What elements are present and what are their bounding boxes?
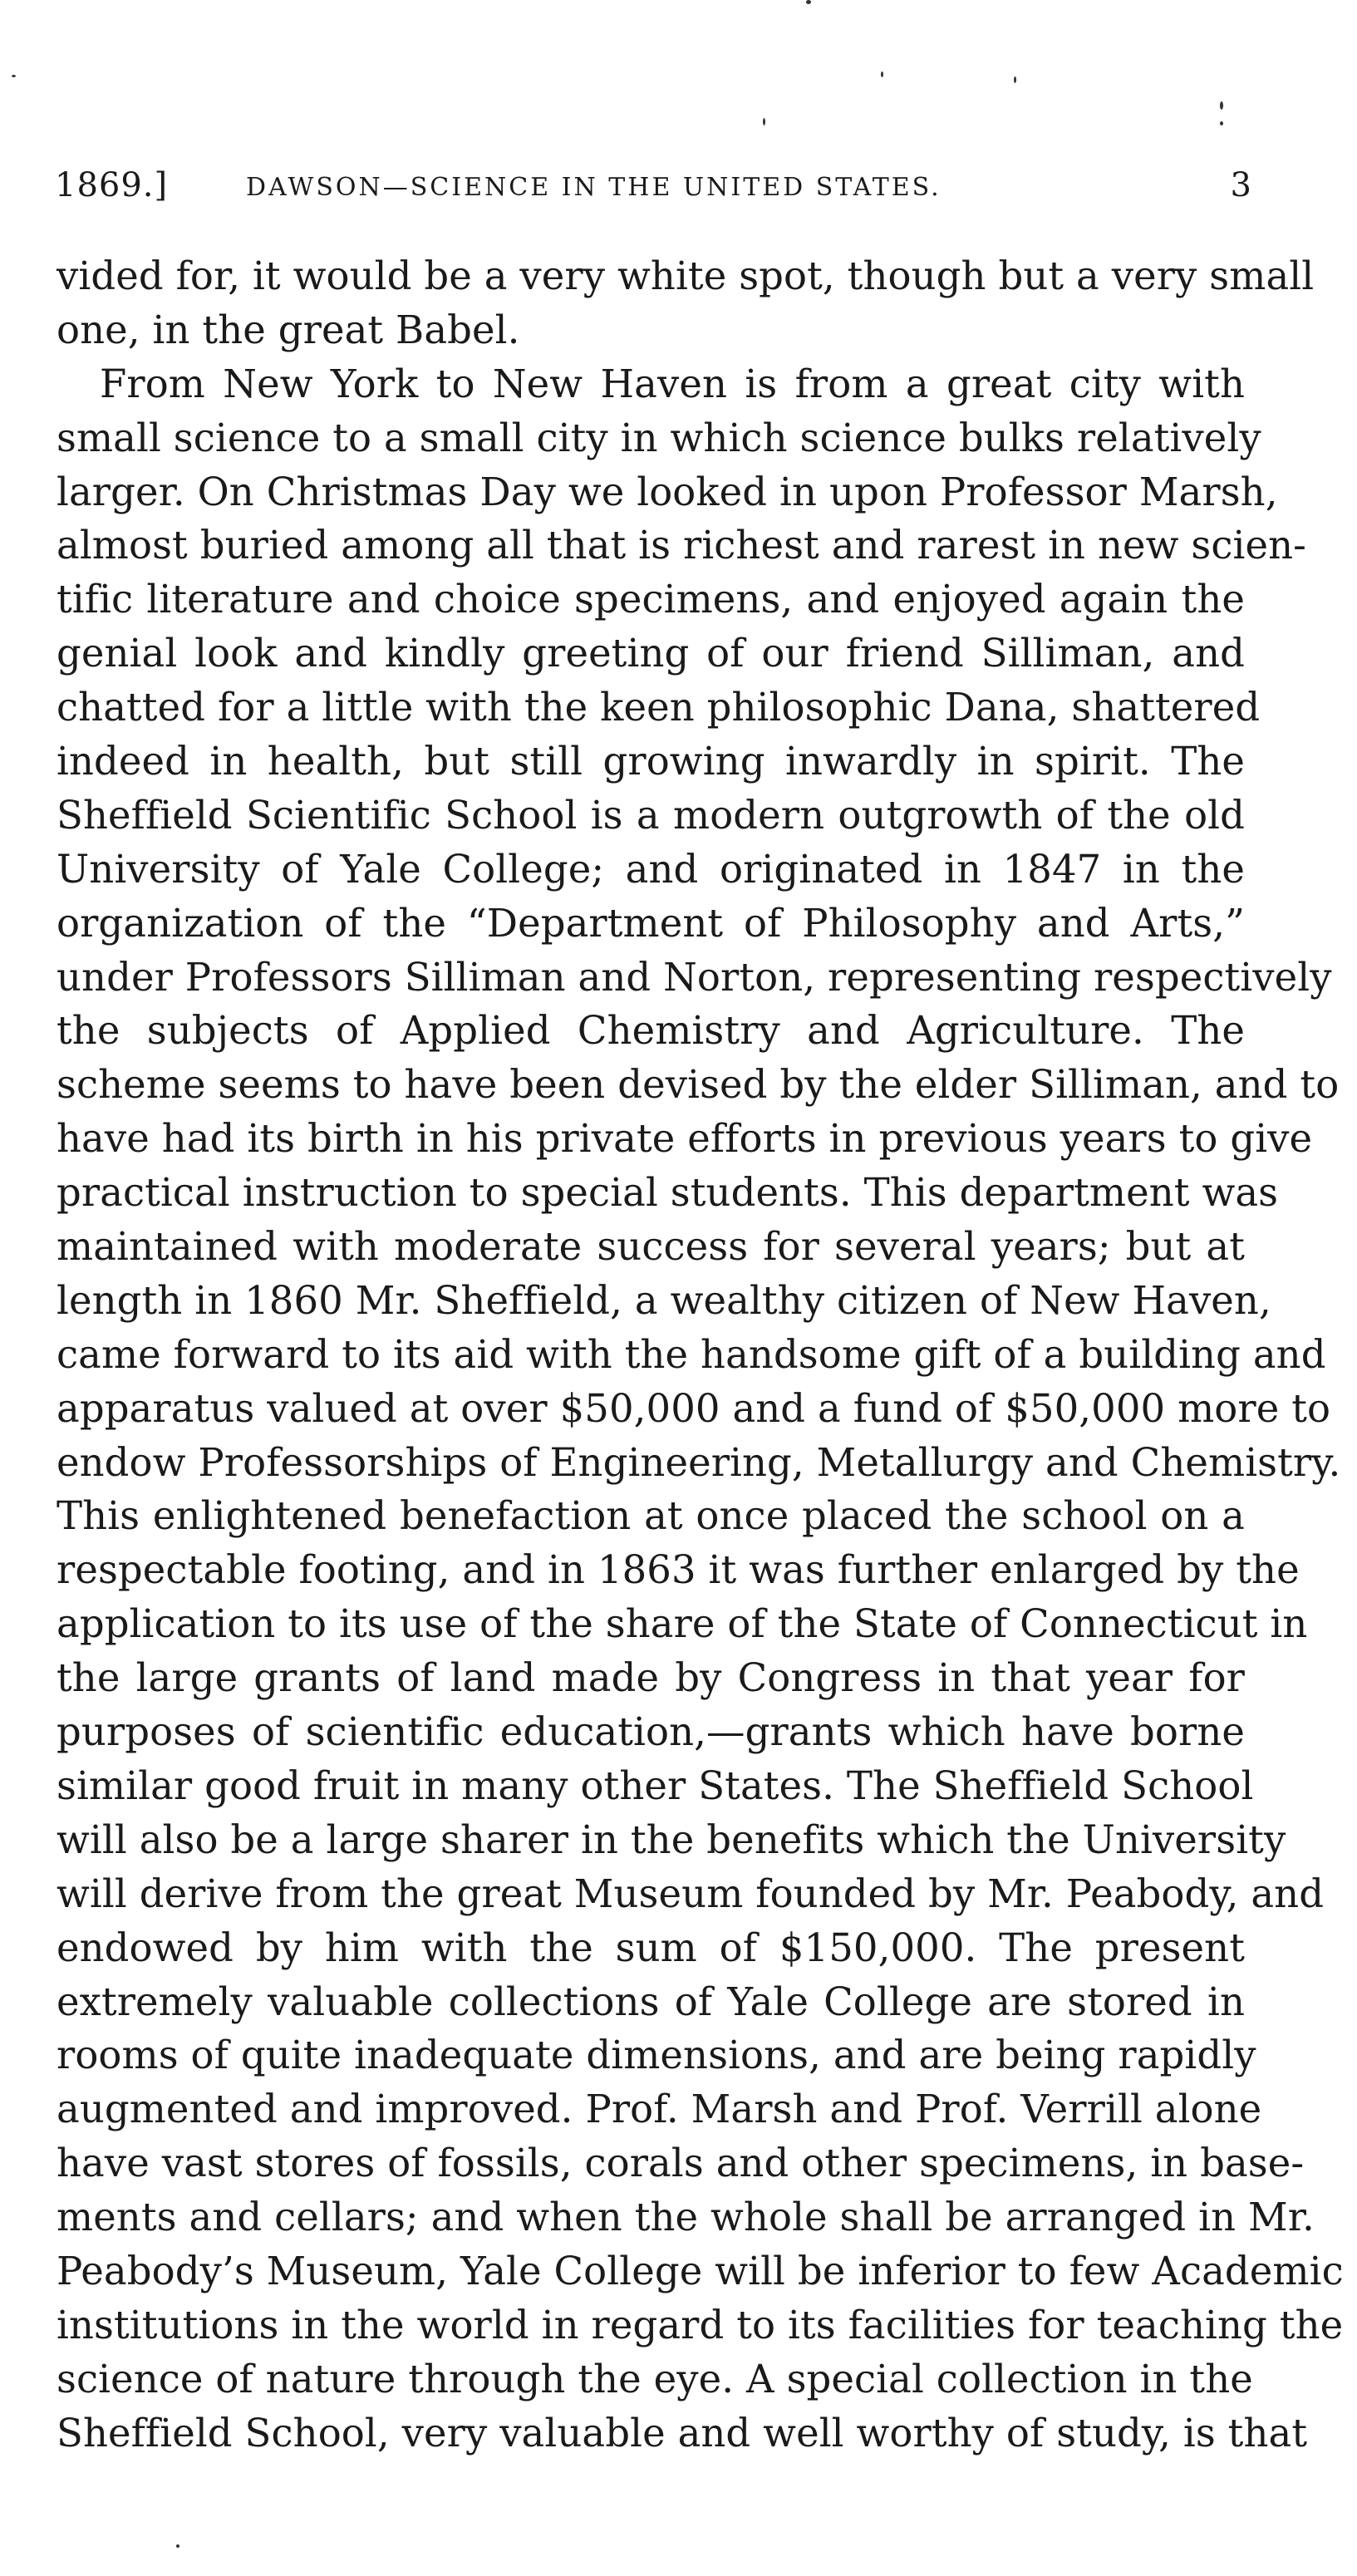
text-line: will derive from the great Museum founded by Mr. Peabody, and (57, 1871, 1325, 1916)
header-year: 1869.] (55, 166, 169, 204)
text-line: institutions in the world in regard to its facilities for teaching the (57, 2302, 1344, 2347)
text-line: endowed by him with the sum of $150,000. The present (57, 1925, 1245, 1970)
text-line: have vast stores of fossils, corals and other specimens, in base- (57, 2141, 1305, 2186)
text-line: length in 1860 Mr. Sheffield, a wealthy citizen of New Haven, (57, 1277, 1271, 1323)
text-line: Sheffield School, very valuable and well worthy of study, is that (57, 2410, 1308, 2456)
scan-speck (176, 2544, 179, 2548)
text-line: tific literature and choice specimens, and enjoyed again the (57, 577, 1245, 622)
running-header (55, 166, 1251, 209)
text-line: scheme seems to have been devised by the elder Silliman, and to (57, 1062, 1340, 1108)
text-line: almost buried among all that is richest and rarest in new scien- (57, 523, 1306, 568)
text-line: the large grants of land made by Congress in that year for (57, 1655, 1245, 1701)
running-title: DAWSON—SCIENCE IN THE UNITED STATES. (246, 173, 942, 202)
text-line: will also be a large sharer in the benefits which the University (57, 1816, 1286, 1862)
text-line: respectable footing, and in 1863 it was further enlarged by the (57, 1547, 1300, 1593)
text-line: This enlightened benefaction at once placed the school on a (57, 1493, 1245, 1539)
text-line: From New York to New Haven is from a great city with (100, 361, 1245, 406)
text-line: genial look and kindly greeting of our friend Silliman, and (57, 631, 1245, 676)
scan-speck (763, 118, 765, 125)
text-line: science of nature through the eye. A special collection in the (57, 2356, 1253, 2401)
text-line: Sheffield Scientific School is a modern outgrowth of the old (57, 792, 1245, 838)
text-line: larger. On Christmas Day we looked in upon Professor Marsh, (57, 469, 1278, 514)
text-line: similar good fruit in many other States. The Sheffield School (57, 1762, 1254, 1808)
text-line: extremely valuable collections of Yale College are stored in (57, 1979, 1245, 2024)
text-line: application to its use of the share of the State of Connecticut in (57, 1601, 1308, 1647)
text-line: one, in the great Babel. (57, 307, 520, 352)
scan-speck (1014, 76, 1016, 83)
text-line: under Professors Silliman and Norton, representing respectively (57, 954, 1332, 1000)
text-line: University of Yale College; and originated in 1847 in the (57, 846, 1245, 892)
body-text (57, 249, 1344, 2460)
text-line: small science to a small city in which science bulks relatively (57, 415, 1261, 460)
text-line: the subjects of Applied Chemistry and Agriculture. The (57, 1008, 1245, 1054)
text-line: have had its birth in his private efforts in previous years to give (57, 1116, 1313, 1162)
text-line: came forward to its aid with the handsome gift of a building and (57, 1331, 1326, 1377)
text-line: augmented and improved. Prof. Marsh and Prof. Verrill alone (57, 2087, 1262, 2132)
text-line: vided for, it would be a very white spot, though but a very small (57, 253, 1315, 298)
text-line: endow Professorships of Engineering, Metallurgy and Chemistry. (57, 1439, 1341, 1485)
text-line: indeed in health, but still growing inwardly in spirit. The (57, 739, 1245, 784)
scan-speck (1220, 121, 1223, 125)
scan-speck (12, 75, 16, 77)
text-line: organization of the “Department of Philosophy and Arts,” (57, 900, 1245, 946)
text-line: maintained with moderate success for several years; but at (57, 1224, 1245, 1270)
scan-speck (806, 0, 811, 4)
text-line: apparatus valued at over $50,000 and a fund of $50,000 more to (57, 1385, 1331, 1431)
scan-speck (1220, 101, 1223, 110)
text-line: practical instruction to special students. This department was (57, 1170, 1279, 1216)
text-line: purposes of scientific education,—grants which have borne (57, 1709, 1245, 1755)
text-line: ments and cellars; and when the whole shall be arranged in Mr. (57, 2195, 1315, 2240)
text-line: chatted for a little with the keen philosophic Dana, shattered (57, 685, 1261, 730)
scan-speck (881, 71, 883, 77)
text-line: Peabody’s Museum, Yale College will be inferior to few Academic (57, 2248, 1344, 2293)
text-line: rooms of quite inadequate dimensions, and are being rapidly (57, 2033, 1256, 2078)
page-number: 3 (1230, 166, 1251, 204)
